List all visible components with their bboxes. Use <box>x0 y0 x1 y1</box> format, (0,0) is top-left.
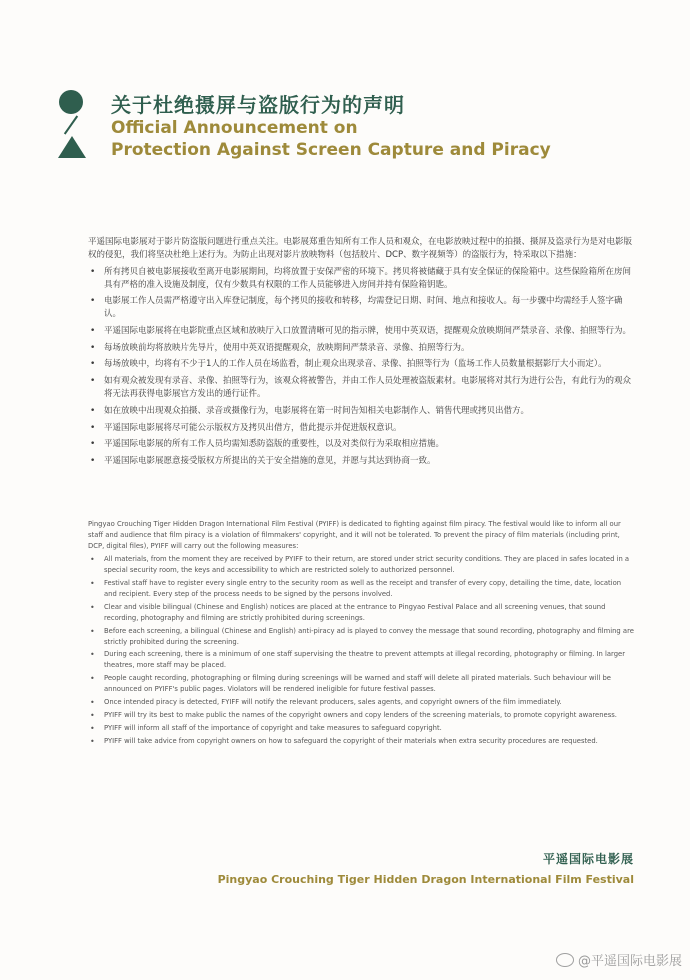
english-measure-item: • PYIFF will inform all staff of the importance of copyright and take measures to safeguard copyright. <box>88 723 634 734</box>
chinese-measures-list <box>88 266 634 468</box>
chinese-measure-item: • 如在放映中出现观众拍摄、录音或摄像行为，电影展将在第一时间告知相关电影制作人、销售代理或拷贝出借方。 <box>88 405 634 418</box>
chinese-measure-item: • 每场放映中，均将有不少于1人的工作人员在场监看，制止观众出现录音、录像、拍照等行为（监场工作人员数量根据影厅大小而定）。 <box>88 358 634 371</box>
chinese-measure-item: • 平遥国际电影展将尽可能公示版权方及拷贝出借方，借此提示并促进版权意识。 <box>88 422 634 435</box>
title-chinese: 关于杜绝摄屏与盗版行为的声明 <box>111 93 405 117</box>
chinese-intro: 平遥国际电影展对于影片防盗版问题进行重点关注。电影展郑重告知所有工作人员和观众，在电影放映过程中的拍摄、摄屏及盗录行为是对电影版权的侵犯，我们将坚决杜绝上述行为。为防止出现对影片放映物料（包括胶片、DCP、数字视频等）的盗版行为，特采取以下措施： <box>88 237 633 260</box>
chinese-statement <box>88 236 634 468</box>
logo-circle <box>59 90 83 114</box>
chinese-measure-item: • 平遥国际电影展愿意接受版权方所提出的关于安全措施的意见，并愿与其达到协商一致。 <box>88 455 634 468</box>
chinese-measure-item: • 电影展工作人员需严格遵守出入库登记制度，每个拷贝的接收和转移，均需登记日期、时间、地点和接收人。每一步骤中均需经手人签字确认。 <box>88 295 634 321</box>
title-english-line1: Official Announcement on <box>111 118 358 138</box>
english-measure-item: • Clear and visible bilingual (Chinese and English) notices are placed at the entrance to Pingyao Festival Palace and all screening venues, that sound recording, photography and filming are strictly prohibited during screenings. <box>88 602 634 624</box>
weibo-icon <box>556 953 574 967</box>
festival-logo <box>57 90 87 160</box>
chinese-measure-item: • 如有观众被发现有录音、录像、拍照等行为，该观众将被警告，并由工作人员处理被盗版素材。电影展将对其行为进行公告，有此行为的观众将无法再获得电影展官方发出的通行证件。 <box>88 375 634 401</box>
weibo-watermark <box>556 950 682 969</box>
english-statement <box>88 519 634 747</box>
english-measure-item: • During each screening, there is a minimum of one staff supervising the theatre to prevent attempts at illegal recording, photography or filming. In larger theatres, more staff may be placed. <box>88 649 634 671</box>
logo-slash <box>64 115 78 134</box>
title-english-line2: Protection Against Screen Capture and Piracy <box>111 140 551 160</box>
footer-org-chinese: 平遥国际电影展 <box>542 852 634 866</box>
logo-triangle <box>58 136 86 158</box>
chinese-measure-item: • 平遥国际电影展的所有工作人员均需知悉防盗版的重要性，以及对类似行为采取相应措施。 <box>88 438 634 451</box>
english-intro: Pingyao Crouching Tiger Hidden Dragon International Film Festival (PYIFF) is dedicated to fighting against film piracy. The festival would like to inform all our staff and audience that film piracy is a violation of filmmakers' copyright, and it will not be tolerated. To prevent the piracy of film materials (including print, DCP, digital files), PYIFF will carry out the following measures: <box>88 520 621 550</box>
chinese-measure-item: • 所有拷贝自被电影展接收至离开电影展期间，均将放置于安保严密的环境下。拷贝将被储藏于具有安全保证的保险箱中。这些保险箱所在房间具有严格的准入设施及制度，仅有少数具有权限的工作人员能够进入房间并持有保险箱钥匙。 <box>88 266 634 292</box>
watermark-text: @平遥国际电影展 <box>577 954 682 969</box>
english-measure-item: • Before each screening, a bilingual (Chinese and English) anti-piracy ad is played to convey the message that sound recording, photography and filming are strictly prohibited during the screening. <box>88 626 634 648</box>
chinese-measure-item: • 平遥国际电影展将在电影院重点区域和放映厅入口放置清晰可见的指示牌，使用中英双语，提醒观众放映期间严禁录音、录像、拍照等行为。 <box>88 325 634 338</box>
english-measure-item: • All materials, from the moment they are received by PYIFF to their return, are stored under strict security conditions. They are placed in safes located in a special security room, the keys and accessibility to which are restricted solely to authorized personnel. <box>88 554 634 576</box>
footer-org-english: Pingyao Crouching Tiger Hidden Dragon International Film Festival <box>217 873 634 886</box>
english-measure-item: • PYIFF will try its best to make public the names of the copyright owners and copy lenders of the screening materials, to promote copyright awareness. <box>88 710 634 721</box>
chinese-measure-item: • 每场放映前均将放映片先导片，使用中英双语提醒观众，放映期间严禁录音、录像、拍照等行为。 <box>88 342 634 355</box>
english-measure-item: • Once intended piracy is detected, FYIFF will notify the relevant producers, sales agents, and copyright owners of the film immediately. <box>88 697 634 708</box>
english-measure-item: • People caught recording, photographing or filming during screenings will be warned and staff will delete all pirated materials. Such behaviour will be announced on PYIFF's public pages. Violators will be rendered ineligible for future festival passes. <box>88 673 634 695</box>
english-measure-item: • PYIFF will take advice from copyright owners on how to safeguard the copyright of their materials when extra security procedures are requested. <box>88 736 634 747</box>
title-english <box>111 117 551 161</box>
english-measures-list <box>88 554 634 747</box>
english-measure-item: • Festival staff have to register every single entry to the security room as well as the receipt and transfer of every copy, detailing the time, date, location and recipient. Every step of the process needs to be signed by the persons involved. <box>88 578 634 600</box>
